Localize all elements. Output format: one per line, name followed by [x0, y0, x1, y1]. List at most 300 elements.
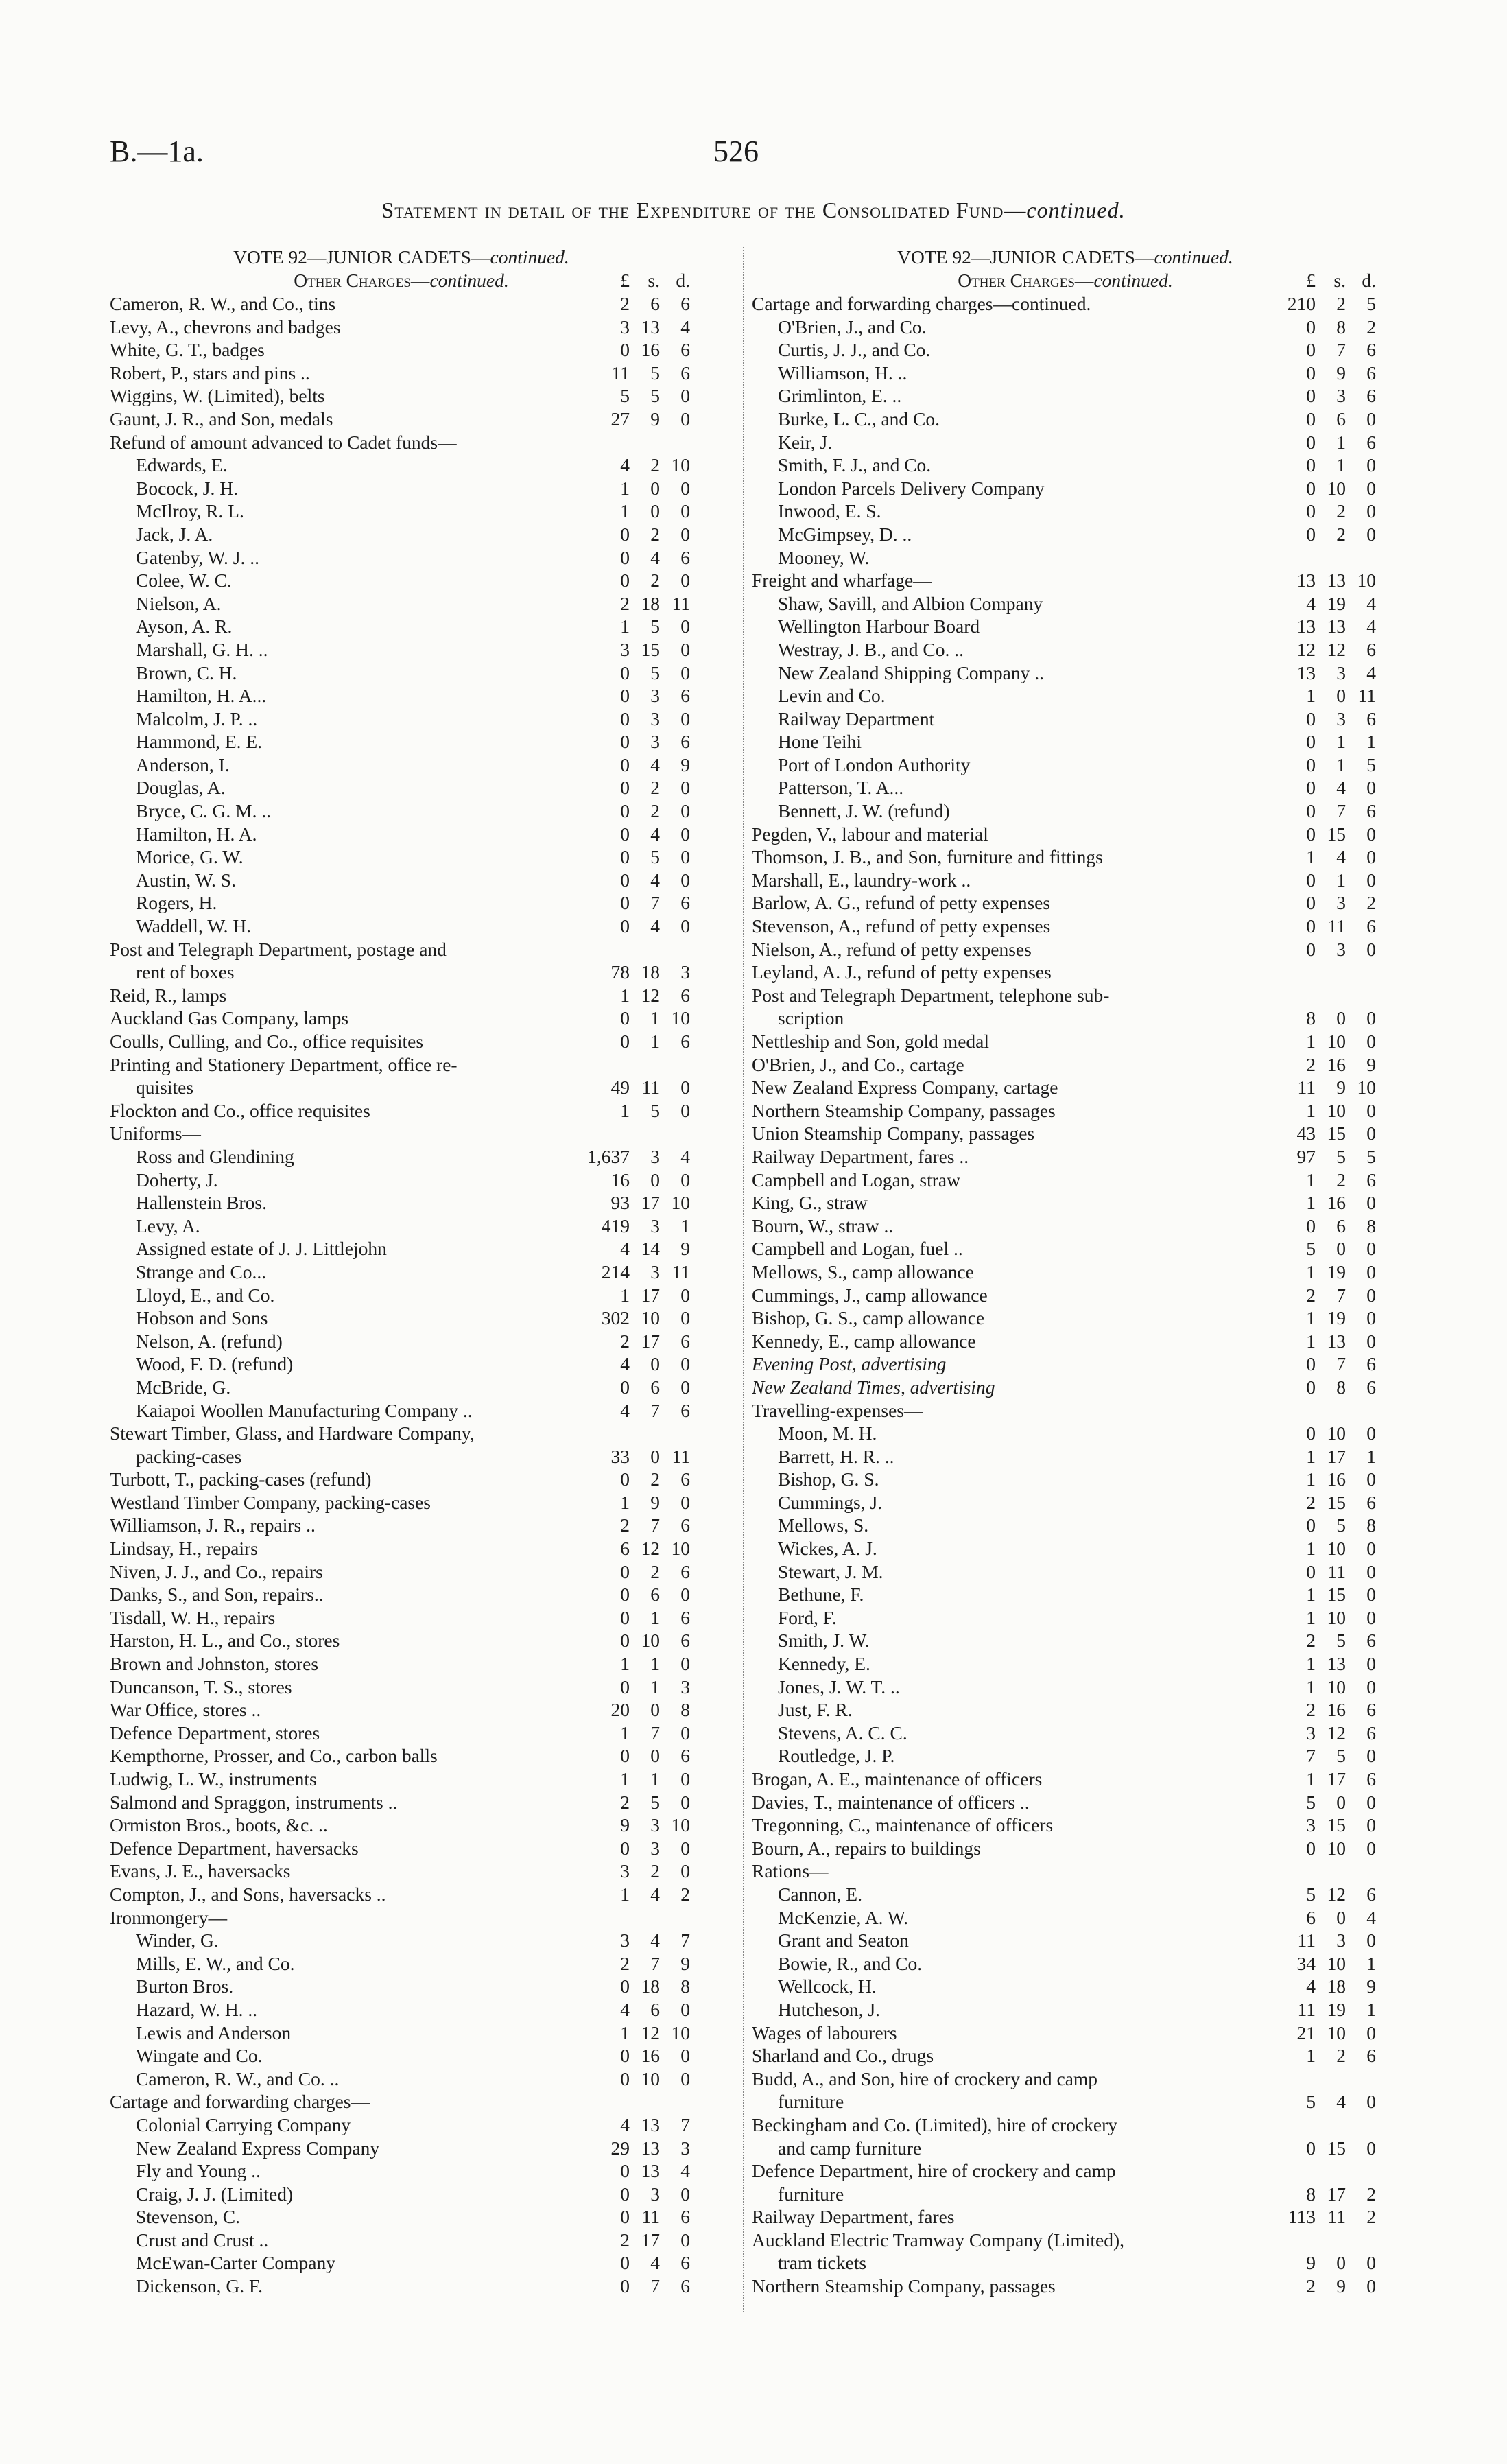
shillings-value: 7 [1336, 1284, 1346, 1306]
pence-value: 6 [1366, 1491, 1376, 1513]
shillings-value: 13 [1327, 1653, 1346, 1675]
payee-label: Lindsay, H., repairs [110, 1538, 258, 1560]
shillings-value: 10 [1327, 1676, 1346, 1698]
pounds-value: 0 [1306, 1376, 1316, 1398]
expenditure-row [752, 1007, 1379, 1030]
payee-label: London Parcels Delivery Company [778, 477, 1045, 499]
shillings-value: 5 [1336, 1630, 1346, 1652]
expenditure-row [752, 661, 1379, 685]
pounds-value: 11 [1297, 1077, 1316, 1099]
shillings-value: 10 [641, 1630, 660, 1652]
pounds-value: 1 [1306, 1538, 1316, 1560]
payee-label: Bowie, R., and Co. [778, 1952, 923, 1974]
payee-label: Bourn, A., repairs to buildings [752, 1837, 981, 1859]
payee-label: O'Brien, J., and Co., cartage [752, 1053, 964, 1075]
shillings-value: 5 [650, 1099, 660, 1121]
expenditure-row [110, 799, 693, 823]
payee-label: Lloyd, E., and Co. [136, 1284, 275, 1306]
pence-value: 0 [1366, 500, 1376, 522]
pounds-value: 0 [1306, 454, 1316, 476]
expenditure-row [110, 292, 693, 316]
pence-value: 6 [680, 339, 690, 361]
shillings-value: 10 [1327, 2021, 1346, 2043]
pounds-value: 7 [1306, 1745, 1316, 1767]
expenditure-row [752, 1099, 1379, 1123]
shillings-value: 7 [650, 892, 660, 914]
shillings-value: 3 [650, 707, 660, 729]
expenditure-row [110, 730, 693, 753]
pounds-value: 0 [1306, 523, 1316, 545]
expenditure-row [752, 569, 1379, 592]
pence-value: 0 [680, 1837, 690, 1859]
pounds-value: 1 [620, 1491, 630, 1513]
pence-value: 6 [680, 685, 690, 707]
expenditure-row [752, 1652, 1379, 1676]
payee-label: Port of London Authority [778, 753, 971, 775]
pence-value: 5 [1366, 753, 1376, 775]
pound-header: £ [1306, 270, 1316, 291]
expenditure-row [752, 776, 1379, 799]
expenditure-row [110, 1099, 693, 1123]
pounds-value: 0 [1306, 1514, 1316, 1536]
payee-label: New Zealand Express Company [136, 2137, 380, 2159]
pence-value: 0 [1366, 523, 1376, 545]
shillings-value: 7 [650, 1722, 660, 1744]
expenditure-row [752, 2159, 1379, 2183]
pounds-value: 11 [1297, 1998, 1316, 2020]
pence-value: 8 [680, 1699, 690, 1721]
shillings-value: 1 [1336, 753, 1346, 775]
payee-label: Malcolm, J. P. .. [136, 707, 258, 729]
vote-heading-text: VOTE 92—JUNIOR CADETS— [897, 246, 1154, 268]
pounds-value: 4 [620, 1998, 630, 2020]
shillings-value: 3 [1336, 661, 1346, 683]
payee-label: Harston, H. L., and Co., stores [110, 1630, 340, 1652]
payee-label: Doherty, J. [136, 1169, 218, 1190]
pounds-value: 1 [1306, 1031, 1316, 1052]
pence-value: 6 [1366, 339, 1376, 361]
shillings-value: 2 [1336, 1169, 1346, 1190]
payee-label: Stewart, J. M. [778, 1560, 883, 1582]
pounds-value: 13 [1296, 570, 1316, 591]
shillings-value: 2 [650, 777, 660, 799]
pounds-value: 2 [1306, 1491, 1316, 1513]
shillings-value: 4 [650, 2252, 660, 2274]
pence-value: 0 [680, 1491, 690, 1513]
expenditure-row [110, 1030, 693, 1053]
pounds-value: 3 [1306, 1722, 1316, 1744]
payee-label: Austin, W. S. [136, 869, 236, 891]
shillings-value: 15 [1327, 1584, 1346, 1606]
pounds-value: 0 [1306, 431, 1316, 453]
pence-value: 2 [1366, 2206, 1376, 2228]
payee-label: Robert, P., stars and pins .. [110, 362, 310, 384]
payee-label: Brown, C. H. [136, 661, 237, 683]
pounds-value: 2 [1306, 1699, 1316, 1721]
pence-value: 3 [680, 2137, 690, 2159]
payee-label: Marshall, E., laundry-work .. [752, 869, 971, 891]
section-heading-row [110, 269, 693, 292]
payee-label: Hammond, E. E. [136, 731, 263, 753]
pounds-value: 0 [620, 731, 630, 753]
expenditure-row [110, 1975, 693, 1998]
shillings-value: 1 [650, 1676, 660, 1698]
pounds-value: 16 [610, 1169, 630, 1190]
shillings-value: 9 [1336, 2275, 1346, 2297]
pence-value: 0 [1366, 1606, 1376, 1628]
pence-header: d. [676, 270, 690, 291]
pence-value: 9 [1366, 1975, 1376, 1997]
expenditure-row [110, 1237, 693, 1260]
pence-value: 6 [680, 1630, 690, 1652]
pounds-value: 0 [620, 707, 630, 729]
pounds-value: 0 [620, 2252, 630, 2274]
pence-value: 8 [1366, 1215, 1376, 1236]
expenditure-row [110, 1606, 693, 1630]
pounds-value: 0 [1306, 777, 1316, 799]
payee-label: Morice, G. W. [136, 846, 244, 868]
pounds-value: 6 [1306, 1906, 1316, 1928]
expenditure-row [110, 1952, 693, 1975]
shillings-value: 6 [650, 1584, 660, 1606]
shillings-value: 6 [1336, 1215, 1346, 1236]
shillings-value: 2 [1336, 2045, 1346, 2067]
pence-value: 0 [1366, 1837, 1376, 1859]
pence-value: 6 [1366, 1883, 1376, 1905]
payee-label: New Zealand Express Company, cartage [752, 1077, 1058, 1099]
expenditure-row [110, 1122, 693, 1145]
expenditure-row [752, 1583, 1379, 1606]
shillings-value: 10 [1327, 1031, 1346, 1052]
pounds-value: 4 [620, 1399, 630, 1421]
pence-value: 6 [1366, 800, 1376, 822]
shillings-value: 15 [1327, 823, 1346, 845]
column-divider [743, 247, 744, 2312]
expenditure-row [752, 1053, 1379, 1077]
payee-label: Gaunt, J. R., and Son, medals [110, 408, 333, 430]
pence-value: 6 [1366, 431, 1376, 453]
pence-value: 0 [1366, 1791, 1376, 1813]
expenditure-row [752, 1560, 1379, 1584]
pounds-value: 0 [1306, 2137, 1316, 2159]
payee-label: Railway Department [778, 707, 935, 729]
expenditure-row [752, 362, 1379, 385]
shillings-value: 11 [1327, 1560, 1346, 1582]
pounds-value: 13 [1296, 615, 1316, 637]
expenditure-row [110, 2229, 693, 2252]
shillings-value: 14 [641, 1238, 660, 1260]
payee-label: Patterson, T. A... [778, 777, 904, 799]
shillings-value: 2 [650, 523, 660, 545]
pence-value: 6 [1366, 1353, 1376, 1375]
payee-label: Williamson, J. R., repairs .. [110, 1514, 316, 1536]
category-heading: Defence Department, hire of crockery and camp [752, 2160, 1116, 2182]
payee-label: packing-cases [136, 1445, 242, 1467]
expenditure-row [110, 2251, 693, 2275]
payee-label: Hallenstein Bros. [136, 1192, 267, 1214]
shillings-value: 1 [650, 1653, 660, 1675]
shillings-value: 19 [1327, 1998, 1346, 2020]
pence-value: 0 [680, 570, 690, 591]
shillings-value: 0 [1336, 2252, 1346, 2274]
pence-value: 4 [1366, 661, 1376, 683]
pounds-value: 0 [620, 1031, 630, 1052]
expenditure-row [110, 615, 693, 638]
shillings-value: 11 [641, 1077, 660, 1099]
pounds-value: 1 [620, 1883, 630, 1905]
shillings-value: 9 [1336, 1077, 1346, 1099]
pounds-value: 1 [1306, 1307, 1316, 1329]
pence-value: 6 [680, 546, 690, 568]
section-heading-text: Other Charges— [294, 270, 430, 291]
pounds-value: 0 [1306, 500, 1316, 522]
category-heading: Printing and Stationery Department, office re- [110, 1053, 458, 1075]
shillings-value: 11 [1327, 915, 1346, 937]
pence-value: 6 [680, 293, 690, 314]
shillings-value: 0 [1336, 1238, 1346, 1260]
expenditure-row [110, 776, 693, 799]
section-heading [752, 269, 1379, 292]
payee-label: Wages of labourers [752, 2021, 897, 2043]
payee-label: Bryce, C. G. M. .. [136, 800, 272, 822]
pounds-value: 0 [1306, 316, 1316, 338]
expenditure-row [752, 338, 1379, 362]
payee-label: Hamilton, H. A. [136, 823, 257, 845]
pence-value: 6 [1366, 1630, 1376, 1652]
shillings-value: 10 [1327, 1422, 1346, 1444]
shillings-value: 8 [1336, 1376, 1346, 1398]
shillings-value: 16 [641, 339, 660, 361]
document-reference: B.—1a. [110, 134, 204, 168]
expenditure-row [110, 2021, 693, 2045]
expenditure-row [110, 1260, 693, 1284]
pounds-value: 20 [610, 1699, 630, 1721]
payee-label: tram tickets [778, 2252, 867, 2274]
expenditure-row [110, 523, 693, 546]
payee-label: Edwards, E. [136, 454, 228, 476]
pounds-value: 21 [1296, 2021, 1316, 2043]
pence-value: 4 [680, 316, 690, 338]
payee-label: McGimpsey, D. .. [778, 523, 912, 545]
shillings-value: 7 [1336, 339, 1346, 361]
expenditure-row [110, 1468, 693, 1491]
payee-label: Bennett, J. W. (refund) [778, 800, 950, 822]
expenditure-row [752, 1722, 1379, 1745]
shillings-value: 10 [1327, 1837, 1346, 1859]
expenditure-row [752, 500, 1379, 523]
pounds-value: 2 [620, 1330, 630, 1352]
category-heading: Refund of amount advanced to Cadet funds— [110, 431, 457, 453]
pounds-value: 1 [1306, 1653, 1316, 1675]
shillings-value: 0 [1336, 1791, 1346, 1813]
shillings-value: 1 [650, 1007, 660, 1029]
payee-label: Sharland and Co., drugs [752, 2045, 934, 2067]
expenditure-row [110, 1652, 693, 1676]
pence-value: 6 [1366, 1699, 1376, 1721]
payee-label: Stevenson, A., refund of petty expenses [752, 915, 1051, 937]
pence-value: 0 [1366, 1031, 1376, 1052]
pound-header: £ [620, 270, 630, 291]
vote-heading-text: VOTE 92—JUNIOR CADETS— [233, 246, 490, 268]
expenditure-row [752, 1076, 1379, 1099]
pounds-value: 1 [620, 1099, 630, 1121]
expenditure-row [752, 2275, 1379, 2298]
expenditure-row [752, 1859, 1379, 1883]
pence-value: 0 [680, 1768, 690, 1790]
pence-value: 8 [1366, 1514, 1376, 1536]
pounds-value: 0 [1306, 339, 1316, 361]
expenditure-row [110, 1537, 693, 1560]
payee-label: Stevenson, C. [136, 2206, 241, 2228]
pence-value: 6 [1366, 1376, 1376, 1398]
pence-value: 0 [680, 915, 690, 937]
pence-value: 9 [680, 1952, 690, 1974]
vote-heading-continued: continued. [490, 246, 569, 268]
shillings-value: 0 [1336, 1007, 1346, 1029]
pounds-value: 0 [1306, 731, 1316, 753]
payee-label: Curtis, J. J., and Co. [778, 339, 931, 361]
pounds-value: 0 [620, 1584, 630, 1606]
payee-label: Marshall, G. H. .. [136, 638, 268, 660]
pence-value: 0 [680, 661, 690, 683]
expenditure-row [110, 1422, 693, 1445]
pence-value: 0 [1366, 1307, 1376, 1329]
expenditure-row [110, 362, 693, 385]
shillings-value: 0 [1336, 1906, 1346, 1928]
pence-value: 0 [680, 385, 690, 407]
payee-label: Northern Steamship Company, passages [752, 1099, 1056, 1121]
pence-value: 2 [680, 1883, 690, 1905]
expenditure-row [752, 1929, 1379, 1952]
shillings-value: 16 [1327, 1699, 1346, 1721]
pence-value: 1 [680, 1215, 690, 1236]
shillings-value: 4 [650, 1883, 660, 1905]
payee-label: Reid, R., lamps [110, 984, 227, 1006]
payee-label: Dickenson, G. F. [136, 2275, 263, 2297]
expenditure-row [752, 2021, 1379, 2045]
payee-label: Wellington Harbour Board [778, 615, 980, 637]
pence-value: 7 [680, 2113, 690, 2135]
expenditure-row [752, 1399, 1379, 1422]
payee-label: McBride, G. [136, 1376, 231, 1398]
category-heading: Rations— [752, 1860, 829, 1882]
category-heading: Cartage and forwarding charges— [110, 2091, 370, 2113]
shillings-value: 0 [650, 1445, 660, 1467]
pence-value: 0 [1366, 1192, 1376, 1214]
pounds-value: 1 [620, 477, 630, 499]
expenditure-row [752, 2229, 1379, 2252]
pence-value: 0 [680, 1353, 690, 1375]
category-heading: Travelling-expenses— [752, 1399, 923, 1421]
expenditure-row [752, 638, 1379, 661]
pounds-value: 1 [620, 615, 630, 637]
expenditure-row [752, 1445, 1379, 1468]
payee-label: Cameron, R. W., and Co., tins [110, 293, 336, 314]
expenditure-row [752, 915, 1379, 938]
shillings-value: 2 [650, 570, 660, 591]
payee-label: Mellows, S. [778, 1514, 869, 1536]
payee-label: Bocock, J. H. [136, 477, 238, 499]
shillings-value: 3 [1336, 385, 1346, 407]
pounds-value: 13 [1296, 661, 1316, 683]
shillings-value: 11 [641, 2206, 660, 2228]
payee-label: Nielson, A., refund of petty expenses [752, 938, 1032, 960]
statement-title [0, 198, 1507, 223]
shillings-value: 15 [1327, 1123, 1346, 1145]
pence-value: 4 [680, 2160, 690, 2182]
expenditure-row [110, 1929, 693, 1952]
shillings-value: 9 [650, 408, 660, 430]
pounds-value: 0 [1306, 1837, 1316, 1859]
pounds-value: 0 [1306, 823, 1316, 845]
pence-value: 5 [1366, 293, 1376, 314]
expenditure-row [110, 2275, 693, 2298]
pounds-value: 0 [620, 1630, 630, 1652]
pounds-value: 1 [1306, 1192, 1316, 1214]
pounds-value: 0 [620, 869, 630, 891]
shillings-value: 15 [1327, 2137, 1346, 2159]
pounds-value: 1 [620, 1653, 630, 1675]
pounds-value: 3 [620, 638, 630, 660]
pounds-value: 0 [620, 2160, 630, 2182]
pence-value: 6 [680, 984, 690, 1006]
expenditure-row [110, 1191, 693, 1215]
payee-label: Just, F. R. [778, 1699, 853, 1721]
pence-value: 2 [1366, 892, 1376, 914]
pence-value: 0 [680, 1077, 690, 1099]
shillings-value: 12 [1327, 1722, 1346, 1744]
shillings-value: 2 [1336, 523, 1346, 545]
payee-label: McEwan-Carter Company [136, 2252, 335, 2274]
expenditure-row [752, 707, 1379, 731]
pounds-value: 0 [620, 846, 630, 868]
pounds-value: 1 [620, 984, 630, 1006]
shillings-value: 18 [641, 1975, 660, 1997]
expenditure-row [110, 384, 693, 408]
expenditure-row [110, 500, 693, 523]
pounds-value: 1 [1306, 685, 1316, 707]
expenditure-row [752, 1791, 1379, 1814]
shillings-value: 19 [1327, 1307, 1346, 1329]
shillings-value: 7 [650, 1514, 660, 1536]
expenditure-row [110, 869, 693, 892]
pence-value: 0 [1366, 1468, 1376, 1490]
pounds-value: 1 [1306, 1584, 1316, 1606]
payee-label: Routledge, J. P. [778, 1745, 895, 1767]
pence-value: 6 [680, 731, 690, 753]
pence-value: 0 [1366, 1560, 1376, 1582]
pence-value: 6 [680, 1399, 690, 1421]
pounds-value: 0 [620, 2045, 630, 2067]
payee-label: Wood, F. D. (refund) [136, 1353, 294, 1375]
pounds-value: 1 [1306, 1169, 1316, 1190]
expenditure-row [752, 891, 1379, 915]
expenditure-row [110, 546, 693, 570]
payee-label: Bourn, W., straw .. [752, 1215, 894, 1236]
section-heading-continued: continued. [1093, 270, 1173, 291]
payee-label: Davies, T., maintenance of officers .. [752, 1791, 1030, 1813]
pounds-value: 0 [620, 523, 630, 545]
expenditure-row [752, 316, 1379, 339]
payee-label: Pegden, V., labour and material [752, 823, 988, 845]
payee-label: scription [778, 1007, 844, 1029]
pence-value: 0 [1366, 477, 1376, 499]
pounds-value: 27 [610, 408, 630, 430]
pence-value: 0 [1366, 2021, 1376, 2043]
shillings-value: 18 [641, 592, 660, 614]
payee-label: Colee, W. C. [136, 570, 232, 591]
pence-value: 4 [1366, 592, 1376, 614]
